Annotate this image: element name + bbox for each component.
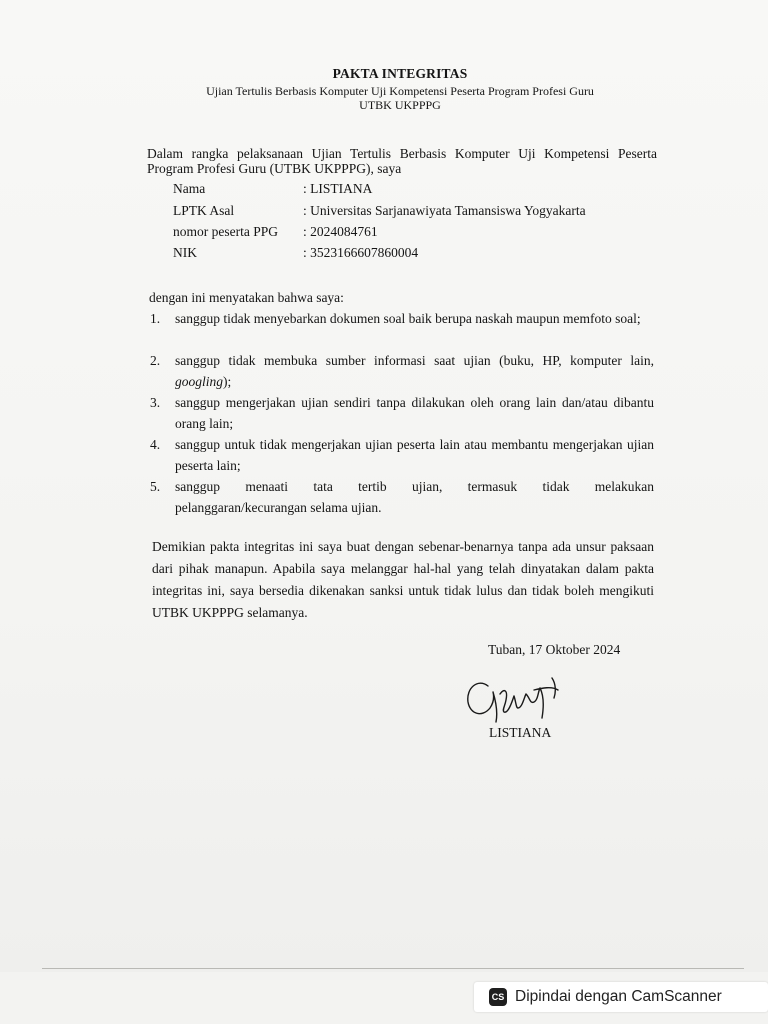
- document-subtitle-acronym: UTBK UKPPPG: [359, 98, 441, 112]
- camscanner-watermark: [474, 982, 768, 1012]
- list-item-number: 4.: [150, 437, 161, 452]
- list-item-text-line2: pelanggaran/kecurangan selama ujian.: [175, 500, 382, 515]
- camscanner-logo-icon: CS: [489, 988, 507, 1006]
- identity-value: : Universitas Sarjanawiyata Tamansiswa Yogyakarta: [303, 203, 586, 218]
- list-item-number: 5.: [150, 479, 161, 494]
- identity-value: : LISTIANA: [303, 181, 373, 196]
- list-item-number: 1.: [150, 311, 161, 326]
- identity-value: : 3523166607860004: [303, 245, 419, 260]
- page-edge-line: [42, 968, 744, 969]
- list-item-text-line1: sanggup menaati tata tertib ujian, termasuk tidak melakukan: [175, 479, 654, 494]
- identity-label: Nama: [173, 181, 206, 196]
- document-subtitle: Ujian Tertulis Berbasis Komputer Uji Kompetensi Peserta Program Profesi Guru: [206, 84, 594, 98]
- identity-label: nomor peserta PPG: [173, 224, 278, 239]
- identity-label: NIK: [173, 245, 197, 260]
- statement-line: dengan ini menyatakan bahwa saya:: [149, 290, 344, 305]
- intro-paragraph: Dalam rangka pelaksanaan Ujian Tertulis Berbasis Komputer Uji Kompetensi Peserta Program Profesi Guru (UTBK UKPPPG), saya: [147, 146, 657, 176]
- document-title: PAKTA INTEGRITAS: [332, 66, 468, 81]
- signer-name: LISTIANA: [489, 725, 552, 740]
- identity-label: LPTK Asal: [173, 203, 235, 218]
- list-item-number: 2.: [150, 353, 161, 368]
- list-item-text: sanggup mengerjakan ujian sendiri tanpa dilakukan oleh orang lain dan/atau dibantu orang lain;: [175, 395, 654, 431]
- list-item-number: 3.: [150, 395, 161, 410]
- watermark-text: Dipindai dengan CamScanner: [515, 988, 722, 1005]
- identity-value: : 2024084761: [303, 224, 378, 239]
- closing-paragraph: Demikian pakta integritas ini saya buat dengan sebenar-benarnya tanpa ada unsur paksaan dari pihak manapun. Apabila saya melanggar hal-hal yang telah dinyatakan dalam pakta integritas ini, saya bersedia dikenakan sanksi untuk tidak lulus dan tidak boleh mengikuti UTBK UKPPPG selamanya.: [152, 539, 654, 620]
- list-item-italic-term: googling: [175, 374, 224, 389]
- list-item-text-end: );: [223, 374, 232, 389]
- handwritten-signature: [460, 672, 570, 726]
- list-item-text: [175, 350, 654, 392]
- place-date: Tuban, 17 Oktober 2024: [488, 642, 621, 657]
- list-item-text-main: sanggup tidak membuka sumber informasi saat ujian (buku, HP, komputer lain,: [175, 353, 654, 368]
- list-item-text: sanggup tidak menyebarkan dokumen soal baik berupa naskah maupun memfoto soal;: [175, 311, 641, 326]
- list-item-text: sanggup untuk tidak mengerjakan ujian peserta lain atau membantu mengerjakan ujian peserta lain;: [175, 437, 654, 473]
